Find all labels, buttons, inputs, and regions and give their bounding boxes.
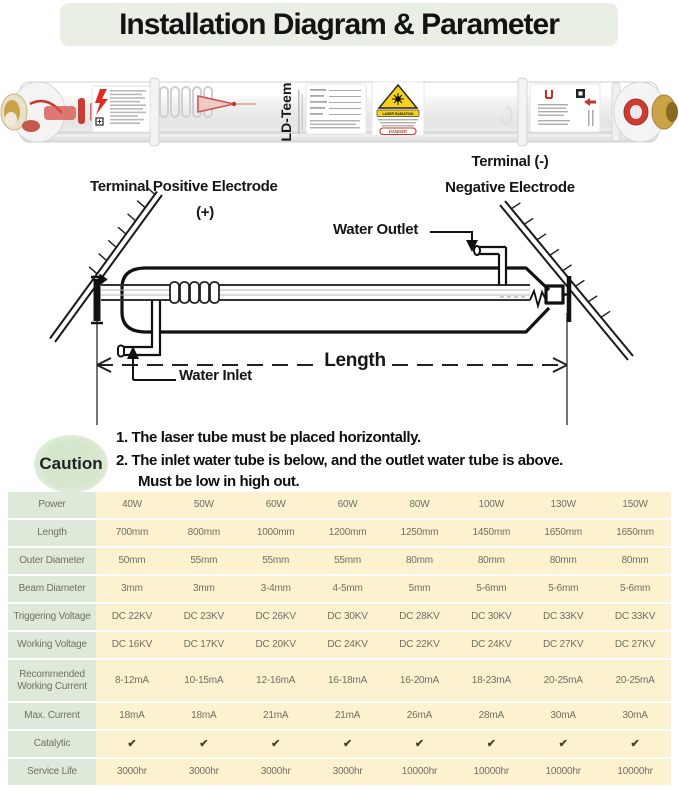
row-value: 20-25mA	[527, 660, 599, 701]
row-value: 3mm	[96, 576, 168, 602]
page-title-text: Installation Diagram & Parameter	[119, 7, 559, 41]
row-value: 1650mm	[599, 520, 671, 546]
spec-form-label	[306, 84, 366, 134]
row-label: Outer Diameter	[8, 548, 96, 574]
row-value: 20-25mA	[599, 660, 671, 701]
row-label: Beam Diameter	[8, 576, 96, 602]
row-value: 30mA	[527, 703, 599, 729]
row-value: 18-23mA	[455, 660, 527, 701]
label-water-outlet: Water Outlet	[333, 221, 419, 238]
row-value: 16-20mA	[384, 660, 456, 701]
row-value: 10000hr	[455, 759, 527, 785]
row-label: Triggering Voltage	[8, 604, 96, 630]
row-value: 1650mm	[527, 520, 599, 546]
laser-tube-photo	[0, 56, 679, 150]
row-value: 21mA	[240, 703, 312, 729]
row-label: Catalytic	[8, 731, 96, 757]
table-row	[8, 759, 671, 785]
brand-text: LD-Teem	[278, 82, 294, 142]
row-value: 3000hr	[168, 759, 240, 785]
caution-note-1: 1. The laser tube must be placed horizontally.	[116, 429, 421, 446]
row-value: 55mm	[312, 548, 384, 574]
caution-notes	[116, 427, 576, 492]
row-value: 50mm	[96, 548, 168, 574]
row-value: 80mm	[599, 548, 671, 574]
row-value: DC 27KV	[527, 632, 599, 658]
label-positive-sign: (+)	[196, 204, 214, 221]
row-value: DC 22KV	[96, 604, 168, 630]
row-value: 60W	[240, 492, 312, 518]
row-value: 3-4mm	[240, 576, 312, 602]
warning-title-text: LASER RADIATION	[382, 112, 414, 116]
right-end-cap	[612, 82, 678, 142]
caution-note-2: 2. The inlet water tube is below, and the outlet water tube is above. Must be low in high out.	[116, 452, 563, 490]
row-value: DC 24KV	[455, 632, 527, 658]
row-value: 10000hr	[384, 759, 456, 785]
row-value: ✔	[312, 731, 384, 757]
label-positive-electrode: Terminal Positive Electrode	[90, 178, 278, 195]
row-value: DC 16KV	[96, 632, 168, 658]
parameter-table	[8, 492, 671, 787]
row-value: DC 26KV	[240, 604, 312, 630]
table-row	[8, 548, 671, 574]
row-value: ✔	[96, 731, 168, 757]
row-value: DC 28KV	[384, 604, 456, 630]
row-value: 800mm	[168, 520, 240, 546]
row-value: 50W	[168, 492, 240, 518]
row-value: 16-18mA	[312, 660, 384, 701]
label-water-inlet: Water Inlet	[179, 367, 252, 384]
row-value: 3000hr	[312, 759, 384, 785]
row-value: 3mm	[168, 576, 240, 602]
row-value: 1250mm	[384, 520, 456, 546]
water-inlet-pipe	[118, 300, 160, 357]
caution-label: Caution	[39, 454, 103, 473]
row-value: 130W	[527, 492, 599, 518]
row-value: 1200mm	[312, 520, 384, 546]
row-label: Service Life	[8, 759, 96, 785]
row-value: 5-6mm	[527, 576, 599, 602]
page-title	[60, 3, 618, 46]
laser-warning-label	[372, 82, 424, 136]
row-value: 8-12mA	[96, 660, 168, 701]
row-value: DC 33KV	[527, 604, 599, 630]
row-value: 3000hr	[96, 759, 168, 785]
row-value: ✔	[168, 731, 240, 757]
row-value: DC 17KV	[168, 632, 240, 658]
row-value: DC 23KV	[168, 604, 240, 630]
row-value: DC 24KV	[312, 632, 384, 658]
row-value: 10000hr	[599, 759, 671, 785]
row-label: Recommended Working Current	[8, 660, 96, 701]
row-value: 21mA	[312, 703, 384, 729]
label-negative-electrode: Negative Electrode	[445, 179, 575, 196]
row-value: 1000mm	[240, 520, 312, 546]
caution-badge	[34, 435, 108, 493]
outlet-leader	[430, 232, 478, 252]
row-value: 1450mm	[455, 520, 527, 546]
row-value: 5-6mm	[599, 576, 671, 602]
row-value: 12-16mA	[240, 660, 312, 701]
table-row	[8, 660, 671, 701]
row-value: DC 22KV	[384, 632, 456, 658]
row-value: 100W	[455, 492, 527, 518]
table-row	[8, 731, 671, 757]
row-value: 55mm	[240, 548, 312, 574]
table-row	[8, 492, 671, 518]
row-value: ✔	[455, 731, 527, 757]
inlet-leader	[127, 346, 176, 380]
row-value: 40W	[96, 492, 168, 518]
row-value: 5mm	[384, 576, 456, 602]
row-value: 150W	[599, 492, 671, 518]
installation-diagram	[0, 150, 679, 430]
row-value: 80mm	[384, 548, 456, 574]
right-spec-label	[530, 84, 600, 132]
row-value: 55mm	[168, 548, 240, 574]
table-row	[8, 604, 671, 630]
row-value: 18mA	[168, 703, 240, 729]
row-value: 10000hr	[527, 759, 599, 785]
row-value: 28mA	[455, 703, 527, 729]
row-value: 10-15mA	[168, 660, 240, 701]
table-row	[8, 703, 671, 729]
water-outlet-pipe	[474, 246, 506, 285]
row-value: ✔	[384, 731, 456, 757]
left-spec-label	[92, 86, 150, 132]
row-value: 80mm	[455, 548, 527, 574]
row-value: 80W	[384, 492, 456, 518]
row-value: DC 33KV	[599, 604, 671, 630]
row-value: DC 30KV	[312, 604, 384, 630]
row-value: 60W	[312, 492, 384, 518]
row-value: ✔	[527, 731, 599, 757]
row-value: DC 27KV	[599, 632, 671, 658]
table-row	[8, 520, 671, 546]
row-value: ✔	[240, 731, 312, 757]
label-terminal-negative: Terminal (-)	[471, 153, 549, 170]
row-value: 80mm	[527, 548, 599, 574]
row-label: Working Voltage	[8, 632, 96, 658]
row-value: DC 30KV	[455, 604, 527, 630]
danger-badge-text: DANGER	[388, 129, 408, 134]
row-label: Length	[8, 520, 96, 546]
row-value: DC 20KV	[240, 632, 312, 658]
row-value: 5-6mm	[455, 576, 527, 602]
table-row	[8, 576, 671, 602]
tube-coil	[170, 282, 219, 303]
row-value: 30mA	[599, 703, 671, 729]
row-value: 18mA	[96, 703, 168, 729]
row-value: 26mA	[384, 703, 456, 729]
row-label: Max. Current	[8, 703, 96, 729]
row-value: ✔	[599, 731, 671, 757]
table-row	[8, 632, 671, 658]
row-value: 4-5mm	[312, 576, 384, 602]
row-label: Power	[8, 492, 96, 518]
inner-tube	[101, 285, 546, 306]
row-value: 3000hr	[240, 759, 312, 785]
label-length: Length	[324, 350, 386, 371]
row-value: 700mm	[96, 520, 168, 546]
